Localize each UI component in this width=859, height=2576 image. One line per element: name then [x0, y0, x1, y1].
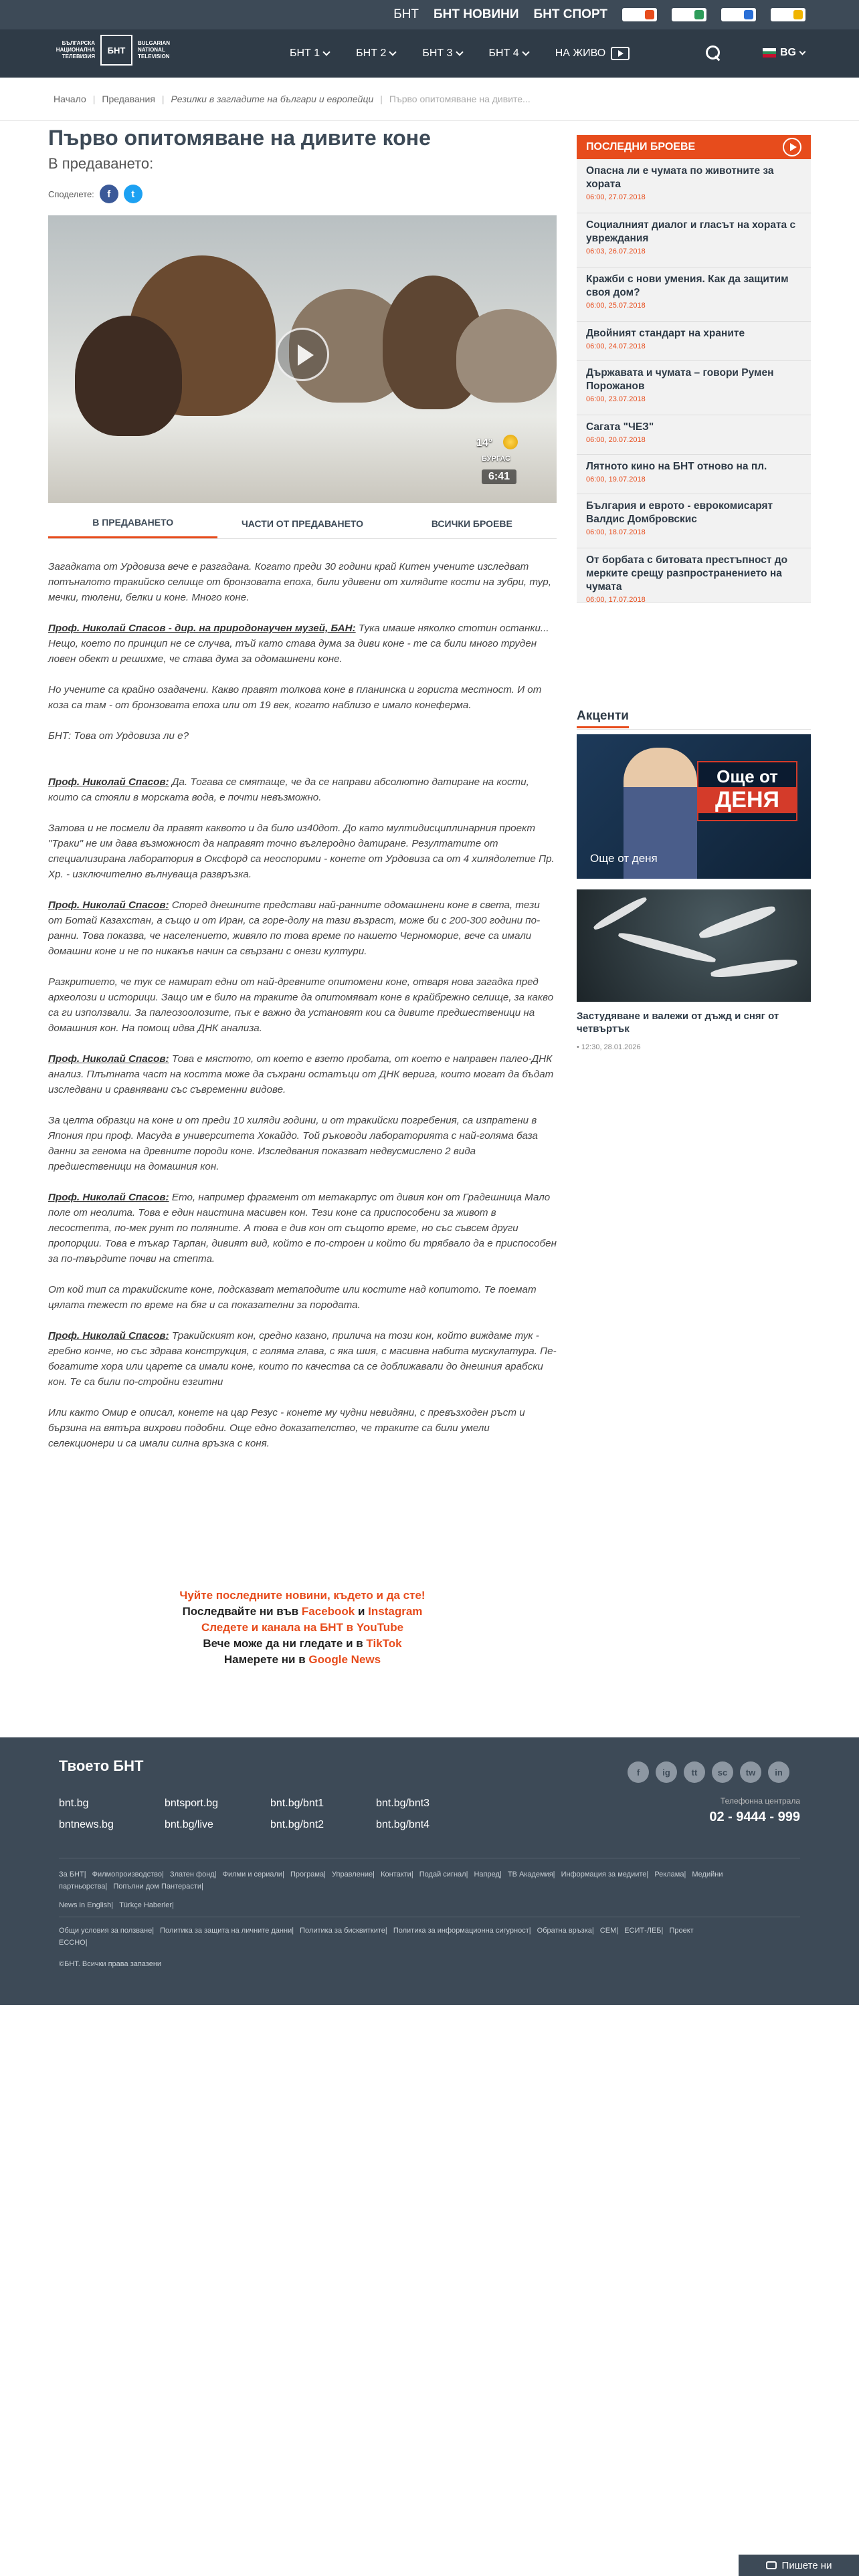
video-duration: 6:41 [482, 469, 516, 484]
play-icon [783, 138, 801, 156]
speaker-name: Проф. Николай Спасов: [48, 776, 169, 788]
clock-icon: • [577, 1043, 581, 1051]
video-play-button[interactable] [276, 328, 329, 381]
chat-icon [766, 2561, 777, 2569]
separator: | [466, 1870, 470, 1879]
channel-logo-2[interactable] [672, 8, 706, 21]
chevron-down-icon [799, 48, 806, 55]
separator: | [529, 1927, 533, 1935]
breadcrumb-separator: | [92, 94, 96, 104]
paragraph-text: Или както Омир е описал, конете на цар Резус - конете му чудни невидяни, с превъзходен ръст и бързина на вятъра вихрови подобни. Още едно доказателство, че траките са били умели селекционери и са имали силна връзка с коня. [48, 1407, 525, 1449]
tab-all-episodes[interactable]: ВСИЧКИ БРОЕВЕ [431, 518, 512, 529]
separator: | [411, 1870, 415, 1879]
facebook-link[interactable]: Facebook [301, 1605, 355, 1618]
search-icon[interactable] [706, 45, 722, 62]
latest-episodes-header[interactable] [577, 135, 811, 159]
separator: | [172, 1901, 174, 1909]
speaker-name: Проф. Николай Спасов: [48, 1192, 169, 1203]
horse-shape [75, 316, 182, 436]
promo-line-1: Чуйте последните новини, където и да сте! [179, 1589, 425, 1602]
separator: | [282, 1870, 286, 1879]
footer-small-link[interactable]: СЕМ [599, 1927, 617, 1935]
chat-button[interactable] [739, 2555, 859, 2576]
footer-small-link[interactable]: Напред [474, 1870, 500, 1879]
instagram-link[interactable]: Instagram [368, 1605, 423, 1618]
footer-info-links [59, 1868, 728, 1893]
paragraph-text: Но учените са крайно озадачени. Какво правят толкова коне в планинска и гориста местност. И от коза са там - от бронзовата епоха или от 19 век, когато наблизо е имало конеферма. [48, 684, 542, 711]
latest-episode-date: 06:00, 25.07.2018 [586, 302, 646, 310]
latest-episodes-title: ПОСЛЕДНИ БРОЕВЕ [586, 141, 696, 152]
chevron-down-icon [522, 48, 529, 56]
article-paragraph [48, 1051, 557, 1097]
footer-site-links [59, 1798, 482, 1831]
footer-small-link[interactable]: Филми и сериали [222, 1870, 283, 1879]
brand-right-text: BULGARIAN NATIONAL TELEVISION [138, 40, 170, 60]
brand-left-text: БЪЛГАРСКА НАЦИОНАЛНА ТЕЛЕВИЗИЯ [56, 40, 95, 60]
paragraph-text: Ето, например фрагмент от метакарпус от дивия кон от Градешница Мало поле от неолита. Това е един наистина масивен кон. Тези коне са приспособени за живот в лесостепта, по-мек рунт по поляните. А това е див кон от същото време, но със съвсем други пропорции. Това е тъкар Тарпан, дивият вид, който е по-строен и който би трябвало да е приспособен за по-твърдите почви на степта. [48, 1192, 557, 1265]
topbar-news-link[interactable] [434, 7, 519, 22]
footer-small-link[interactable]: Политика за бисквитките [300, 1927, 385, 1935]
article-paragraph [48, 682, 557, 713]
facebook-icon[interactable]: f [628, 1761, 649, 1783]
brand-mark: БНТ [100, 35, 132, 66]
main-header [0, 29, 859, 78]
breadcrumb-show[interactable]: Резилки в загладите на българи и европейци [171, 94, 374, 104]
footer-policy-links [59, 1925, 728, 1949]
latest-episode-title: България и еврото - еврокомисарят Валдис Домбровскис [586, 500, 773, 525]
feature-card-news[interactable] [577, 734, 811, 879]
speaker-name: Проф. Николай Спасов: [48, 899, 169, 911]
snow-branch [698, 903, 777, 942]
paragraph-text: Тракийският кон, средно казано, прилича на този кон, който виждаме тук - гребно конче, но със здрава конструкция, с голяма глава, с яка шия, с масивна набита мускулатура. Пе-богатите хора или царете са имали коне, които по качества са се доближавали до днешния арабски кон. Те са били по-стройни езгитни [48, 1330, 557, 1388]
bnt-logo[interactable] [54, 35, 179, 66]
nav-bnt3[interactable] [409, 47, 475, 60]
phone-label: Телефонна централа [721, 1796, 800, 1806]
latest-episode-date: 06:00, 27.07.2018 [586, 193, 646, 201]
paragraph-text: Да. Тогава се смятаще, че да се направи абсолютно датиране на кости, които са стояли в морската вода, е почти невъзможно. [48, 776, 529, 803]
social-promo [48, 1588, 557, 1668]
chat-label: Пишете ни [781, 2559, 832, 2571]
separator: | [616, 1927, 621, 1935]
article-paragraph [48, 1328, 557, 1390]
chevron-down-icon [389, 48, 397, 56]
share-bar [48, 185, 142, 203]
footer-small-link[interactable]: News in English [59, 1901, 112, 1909]
footer-small-link[interactable]: Информация за медиите [561, 1870, 647, 1879]
topbar-sport-label: БНТ СПОРТ [533, 7, 607, 21]
breadcrumb-separator: | [380, 94, 383, 104]
footer-small-link[interactable]: Управление [332, 1870, 373, 1879]
footer-small-link[interactable]: ЕСИТ-ЛЕБ [624, 1927, 662, 1935]
footer-link[interactable]: bnt.bg/bnt4 [376, 1819, 430, 1830]
footer-small-link[interactable]: Реклама [654, 1870, 684, 1879]
breadcrumb-shows[interactable]: Предавания [102, 94, 155, 104]
paragraph-text: Това е мястото, от което е взето пробата, от което е направен палео-ДНК анализ. Плътната част на костта може да съхрани остатъци от ДНК верига, които могат да бъдат изследвани и сравнявани със съвременни видове. [48, 1053, 554, 1095]
snow-branch [710, 957, 798, 980]
video-player[interactable] [48, 215, 557, 503]
separator: | [553, 1870, 557, 1879]
latest-episode-item[interactable] [577, 322, 811, 361]
article-paragraph [48, 728, 557, 744]
latest-episode-title: Кражби с нови умения. Как да защитим своя дом? [586, 274, 789, 298]
promo-line-4 [48, 1636, 557, 1652]
breadcrumb [54, 94, 531, 104]
article-paragraph [48, 974, 557, 1036]
nav-bnt1[interactable] [276, 47, 343, 60]
latest-episode-item[interactable] [577, 494, 811, 548]
latest-episode-item[interactable] [577, 267, 811, 322]
tab-show-parts[interactable]: ЧАСТИ ОТ ПРЕДАВАНЕТО [241, 518, 364, 529]
footer-title: Твоето БНТ [59, 1757, 144, 1774]
footer-link[interactable]: bnt.bg/bnt3 [376, 1798, 430, 1809]
bnt2-logo-icon [672, 8, 706, 21]
nav-live-label: НА ЖИВО [555, 47, 606, 59]
separator: | [201, 1883, 203, 1891]
chevron-down-icon [456, 48, 463, 56]
twitter-icon[interactable]: t [124, 185, 142, 203]
paragraph-text: За целта образци на коне и от преди 10 хиляди години, и от тракийски погребения, са изпратени в Япония при проф. Масуда в университета Хокайдо. Той ръководи лабораторията с най-голяма база данни за генома на древните породи коне. Изследвания показват недвусмислено 2 вида предшественици на домашния кон. [48, 1115, 538, 1172]
separator: | [661, 1927, 666, 1935]
copyright: ©БНТ. Всички права запазени [59, 1960, 162, 1968]
breadcrumb-home[interactable]: Начало [54, 94, 86, 104]
latest-episode-date: 06:03, 26.07.2018 [586, 247, 646, 255]
speaker-name: Проф. Николай Спасов: [48, 1053, 169, 1065]
instagram-icon[interactable]: ig [656, 1761, 677, 1783]
latest-episode-item[interactable] [577, 415, 811, 455]
main-nav [276, 29, 643, 78]
feature-caption: Още от деня [590, 852, 658, 865]
latest-episode-title: Социалният диалог и гласът на хората с увреждания [586, 219, 796, 244]
article-paragraph [48, 1405, 557, 1451]
footer-small-link[interactable]: Медийни партньорства [59, 1870, 723, 1891]
top-bar [0, 0, 859, 29]
footer-social [628, 1761, 789, 1783]
promo-line-2 [48, 1604, 557, 1620]
latest-episodes-list [577, 159, 811, 603]
linkedin-icon[interactable]: in [768, 1761, 789, 1783]
article-paragraph [48, 897, 557, 959]
show-logo [697, 761, 797, 821]
feature-card-weather-image[interactable] [577, 889, 811, 1002]
nav-bnt4-label: БНТ 4 [488, 47, 519, 59]
nav-bnt2[interactable] [343, 47, 409, 60]
channel-logo-1[interactable] [622, 8, 657, 21]
share-label: Споделете: [48, 189, 94, 199]
breadcrumb-current: Първо опитомяване на дивите... [389, 94, 531, 104]
twitter-icon[interactable]: tw [740, 1761, 761, 1783]
feature-weather-date [577, 1043, 641, 1051]
latest-episodes [577, 135, 811, 603]
footer-link[interactable]: bnt.bg [59, 1798, 89, 1809]
divider [577, 729, 811, 730]
footer-small-link[interactable]: Политика за защита на личните данни [160, 1927, 292, 1935]
footer-small-link[interactable]: Проект ECCHO [59, 1927, 694, 1947]
footer-small-link[interactable]: Политика за информационна сигурност [393, 1927, 529, 1935]
facebook-icon[interactable]: f [100, 185, 118, 203]
nav-bnt2-label: БНТ 2 [356, 47, 387, 59]
latest-episode-title: Опасна ли е чумата по животните за хората [586, 165, 774, 190]
latest-episode-title: Сагата "ЧЕЗ" [586, 421, 654, 433]
show-logo-top: Още от [717, 766, 778, 786]
feature-weather-date-text: 12:30, 28.01.2026 [581, 1043, 641, 1051]
tv-play-icon [611, 47, 630, 60]
separator: | [684, 1870, 688, 1879]
paragraph-text: Тука имаше няколко стотин останки... Нещо, което по принцип не се случва, тъй като става дума за диви коне - те са били много труден ловен обект и решихме, че става дума за одомашнени коне. [48, 623, 549, 665]
latest-episode-item[interactable] [577, 548, 811, 603]
phone-number[interactable]: 02 - 9444 - 999 [709, 1810, 800, 1824]
promo-text: Последвайте ни във [182, 1605, 302, 1618]
footer-small-link[interactable]: Обратна връзка [537, 1927, 592, 1935]
paragraph-text: БНТ: Това от Урдовиза ли е? [48, 730, 189, 742]
latest-episode-item[interactable] [577, 361, 811, 415]
separator: | [152, 1927, 157, 1935]
article-paragraph [48, 774, 557, 805]
soundcloud-icon[interactable]: sc [712, 1761, 733, 1783]
footer-small-link[interactable]: ТВ Академия [507, 1870, 553, 1879]
separator: | [162, 1870, 166, 1879]
nav-live[interactable] [542, 47, 644, 60]
feature-weather-title[interactable]: Застудяване и валежи от дъжд и сняг от четвъртък [577, 1010, 779, 1035]
chevron-down-icon [323, 48, 330, 56]
footer-small-link[interactable]: За БНТ [59, 1870, 84, 1879]
separator: | [214, 1870, 219, 1879]
speaker-name: Проф. Николай Спасов: [48, 1330, 169, 1341]
footer-link[interactable]: bnt.bg/bnt2 [270, 1819, 324, 1830]
language-label: BG [780, 47, 796, 58]
page-subtitle: В предаването: [48, 155, 154, 172]
breadcrumb-separator: | [161, 94, 165, 104]
article-paragraph [48, 621, 557, 667]
footer-small-link[interactable]: Общи условия за ползване [59, 1927, 153, 1935]
latest-episode-title: Двойният стандарт на храните [586, 328, 745, 339]
nav-bnt4[interactable] [476, 47, 542, 60]
bnt1-logo-icon [622, 8, 657, 21]
paragraph-text: Затова и не посмели да правят каквото и да било из40дот. До като мултидисциплинарния проект "Траки" не им дава възможност да направят точно въглеродно датиране. Резултатите от специализирана лаборатория в Оксфорд са неоспорими - конете от Урдовиза са от 4 хилядолетие Пр. Хр. - изключително вълнуваща развръзка. [48, 823, 555, 880]
article-paragraph [48, 1113, 557, 1174]
separator: | [85, 1939, 88, 1947]
topbar-sport-link[interactable] [534, 7, 607, 22]
footer-small-link[interactable]: Програма [290, 1870, 324, 1879]
youtube-link[interactable]: Следете и канала на БНТ в YouTube [201, 1621, 404, 1634]
latest-episode-item[interactable] [577, 213, 811, 267]
separator: | [324, 1870, 328, 1879]
channel-logo-4[interactable] [771, 8, 805, 21]
tiktok-link[interactable]: TikTok [366, 1637, 402, 1650]
topbar-news-label: БНТ НОВИНИ [434, 7, 519, 21]
latest-episode-title: Лятното кино на БНТ отново на пл. [586, 461, 767, 472]
footer-link[interactable]: bnt.bg/live [165, 1819, 213, 1830]
bulgarian-flag-icon [763, 48, 776, 58]
article-paragraph [48, 1190, 557, 1267]
separator: | [105, 1883, 110, 1891]
article-paragraph [48, 559, 557, 605]
latest-episode-date: 06:00, 17.07.2018 [586, 596, 646, 604]
footer-link[interactable]: bntsport.bg [165, 1798, 219, 1809]
promo-text: и [355, 1605, 369, 1618]
horse-shape [456, 309, 557, 403]
footer-small-link[interactable]: Подай сигнал [419, 1870, 466, 1879]
bnt3-logo-icon [721, 8, 756, 21]
promo-line-5 [48, 1652, 557, 1668]
separator: | [373, 1870, 377, 1879]
page-title: Първо опитомяване на дивите коне [48, 126, 431, 150]
highlights-title: Акценти [577, 709, 629, 728]
footer-link[interactable]: bnt.bg/bnt1 [270, 1798, 324, 1809]
latest-episode-item[interactable] [577, 455, 811, 494]
latest-episode-item[interactable] [577, 159, 811, 213]
footer-link[interactable]: bntnews.bg [59, 1819, 114, 1830]
paragraph-text: Според днешните представи най-ранните одомашнени коне в света, тези от Ботай Казахстан, а също и от Иран, са горе-долу на тази възраст, може би с 200-300 години по-ранни. Това показва, че населението, живяло по това време по нашето Черноморие, вече са имали домашни коне и не по никакъв начин са свързани с онези култури. [48, 899, 541, 957]
show-logo-bottom: ДЕНЯ [698, 787, 796, 813]
footer-small-link[interactable]: Попълни дом Пантерасти [113, 1883, 202, 1891]
separator: | [111, 1901, 116, 1909]
separator: | [499, 1870, 504, 1879]
sun-icon [503, 435, 518, 449]
separator: | [646, 1870, 651, 1879]
latest-episode-date: 06:00, 18.07.2018 [586, 528, 646, 536]
divider [0, 120, 859, 121]
footer-small-link[interactable]: Златен фонд [169, 1870, 215, 1879]
nav-bnt3-label: БНТ 3 [422, 47, 453, 59]
latest-episode-title: Държавата и чумата – говори Румен Порожанов [586, 367, 774, 392]
latest-episode-date: 06:00, 20.07.2018 [586, 436, 646, 444]
snow-branch [592, 895, 648, 932]
nav-bnt1-label: БНТ 1 [290, 47, 320, 59]
separator: | [84, 1870, 88, 1879]
topbar-bnt-link[interactable]: БНТ [393, 7, 419, 21]
footer [0, 1737, 859, 2005]
latest-episode-date: 06:00, 19.07.2018 [586, 475, 646, 484]
google-news-link[interactable]: Google News [308, 1653, 381, 1666]
footer-small-link[interactable]: Türkçe Haberler [119, 1901, 173, 1909]
separator: | [385, 1927, 389, 1935]
latest-episode-date: 06:00, 24.07.2018 [586, 342, 646, 350]
latest-episode-title: От борбата с битовата престъпност до мерките срещу разпространението на чумата [586, 554, 788, 593]
paragraph-text: Загадката от Урдовиза вече е разгадана. Когато преди 30 години край Китен учените изследват потъналото тракийско селище от бронзовата епоха, били удивени от хилядите кости на зубри, тур, мечки, тюлени, белки и коне. Много коне. [48, 561, 551, 603]
video-temperature: 14° [476, 437, 493, 449]
footer-small-link[interactable]: Контакти [381, 1870, 411, 1879]
footer-language-links [59, 1899, 728, 1911]
footer-small-link[interactable]: Филмопроизводство [92, 1870, 163, 1879]
paragraph-text: От кой тип са тракийските коне, подсказват метаподите или костите над копитото. Те поемат цялата тежест по време на бяг и са показателни за породата. [48, 1284, 537, 1311]
speaker-name: Проф. Николай Спасов - дир. на природонаучен музей, БАН: [48, 623, 356, 634]
separator: | [292, 1927, 296, 1935]
channel-logo-3[interactable] [721, 8, 756, 21]
tab-in-show[interactable]: В ПРЕДАВАНЕТО [48, 508, 217, 538]
latest-episode-date: 06:00, 23.07.2018 [586, 395, 646, 403]
article-paragraph [48, 1282, 557, 1313]
paragraph-text: Разкритието, че тук се намират едни от най-древните опитомени коне, отваря нова загадка пред археолози и историци. Защо им е било на траките да опитомяват коне в крайбрежно селище, за какво са ги използвали. За палеозоолозите, пък е важно да установят кои са дивите предшественици на домашния кон. На помощ идва ДНК анализа. [48, 976, 554, 1034]
language-selector[interactable] [763, 47, 805, 59]
bnt4-logo-icon [771, 8, 805, 21]
video-city: БУРГАС [482, 455, 510, 463]
promo-text: Намерете ни в [223, 1653, 309, 1666]
article-body [48, 559, 557, 1467]
show-tabs [48, 508, 557, 539]
promo-text: Вече може да ни гледате и в [203, 1637, 367, 1650]
separator: | [591, 1927, 596, 1935]
tiktok-icon[interactable]: tt [684, 1761, 705, 1783]
article-paragraph [48, 821, 557, 882]
